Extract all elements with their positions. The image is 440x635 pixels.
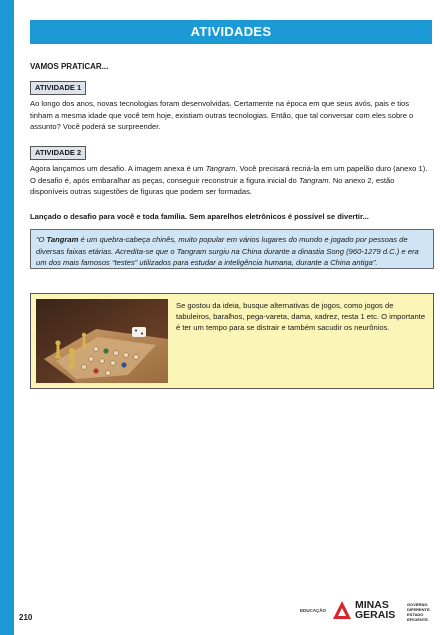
- slogan-line: EFICIENTE.: [407, 617, 430, 622]
- challenge-text: Lançado o desafio para você e toda família. Sem aparelhos eletrônicos é possível se divertir...: [30, 212, 369, 221]
- board-game-photo: [36, 299, 168, 383]
- section-subtitle: VAMOS PRATICAR...: [30, 62, 109, 71]
- quote-body: é um quebra-cabeça chinês, muito popular em vários lugares do mundo e jogado por pessoas de diversas faixas etárias. Acredita-se que o Tangram surgiu na China durante a dinastia Song (960-1279 d.C.) e era um dos mais famosos “testes” utilizados para estudar a inteligência humana, durante a China antiga”.: [36, 235, 419, 267]
- left-accent-bar: [0, 0, 14, 635]
- footer-logo: [300, 598, 435, 628]
- quote-open: “O: [36, 235, 47, 244]
- minas-gerais-triangle-icon: [332, 600, 352, 620]
- page-number: 210: [19, 613, 33, 622]
- activity-2-text-part: . Você precisará recriá-la em um papelão duro (anexo 1). O desafio é, após embaralhar as peças, conseguir reconstruir a figura inicial do: [30, 164, 428, 185]
- tip-box: [30, 293, 434, 389]
- slogan-line: GOVERNO: [407, 602, 428, 607]
- activity-2-text-part: . No anexo 2, estão disponíveis outras sugestões de figuras que podem ser formadas.: [30, 175, 395, 196]
- activity-2-text-part: Agora lançamos um desafio. A imagem anexa é um: [30, 164, 206, 173]
- secretaria-label: EDUCAÇÃO: [300, 608, 327, 613]
- brand-line: MINAS: [355, 599, 389, 611]
- activity-1-text: Ao longo dos anos, novas tecnologias foram desenvolvidas. Certamente na época em que seus avós, pais e tios tinham a mesma idade que você tem hoje, existiam outras tecnologias. Então, que tal conversar com eles sobre o assunto? Você poderá se surpreender.: [30, 99, 414, 131]
- page-title: ATIVIDADES: [30, 20, 432, 44]
- quote-term: Tangram: [46, 235, 79, 244]
- slogan-line: DIFERENTE.: [407, 607, 431, 612]
- slogan-line: ESTADO: [407, 612, 424, 617]
- activity-1-label: ATIVIDADE 1: [30, 81, 86, 95]
- government-slogan: [407, 602, 431, 622]
- tangram-term: Tangram: [298, 175, 329, 185]
- activity-2-text: [30, 163, 432, 198]
- tip-text: Se gostou da ideia, busque alternativas de jogos, como jogos de tabuleiros, baralhos, pega-vareta, dama, xadrez, resta 1 etc. O importante é ter um tempo para se distrair e também sacudir os neurônios.: [176, 301, 426, 332]
- brand-line: GERAIS: [355, 609, 396, 621]
- tangram-quote-box: [30, 229, 434, 269]
- tangram-term: Tangram: [205, 164, 236, 173]
- activity-2-label: ATIVIDADE 2: [30, 146, 86, 160]
- brand-name: [355, 600, 395, 620]
